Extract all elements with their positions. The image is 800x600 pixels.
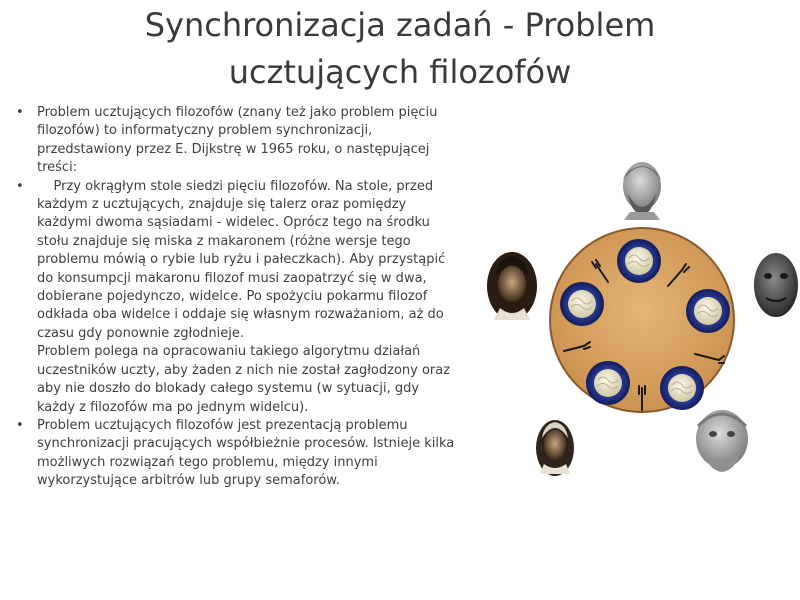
bullet-paragraph: Problem polega na opracowaniu takiego algorytmu działań uczestników uczty, aby żaden z nich nie został zagłodzony oraz aby nie doszło do blokady całego systemu (w sytuacji, gdy każdy z filozofów ma po jednym widelcu). (37, 344, 451, 415)
philosopher-mask-right (754, 253, 798, 317)
philosopher-bust-bottom-right (696, 410, 748, 472)
bullet-item (10, 178, 455, 417)
bullet-dot: • (16, 105, 24, 120)
plate (660, 366, 704, 410)
plate (686, 289, 730, 333)
bullet-item (10, 104, 455, 178)
title-line-2: ucztujących filozofów (228, 53, 572, 91)
dining-table-svg (482, 158, 800, 488)
dining-philosophers-illustration (482, 158, 800, 488)
bullet-paragraph: Problem ucztujących filozofów (znany też jako problem pięciu filozofów) to informatyczny problem synchronizacji, przedstawiony przez E. Dijkstrę w 1965 roku, o następującej treści: (37, 105, 438, 176)
plate (586, 361, 630, 405)
bullet-dot: • (16, 178, 24, 194)
bullet-dot: • (16, 417, 24, 433)
bullet-paragraph: Problem ucztujących filozofów jest prezentacją problemu synchronizacji pracujących współbieżnie procesów. Istnieje kilka możliwych rozwiązań tego problemu, między innymi wykorzystujące arbitrów lub grupy semaforów. (37, 417, 455, 489)
title-line-1: Synchronizacja zadań - Problem (144, 6, 656, 44)
plate (560, 282, 604, 326)
bullet-list (10, 104, 455, 491)
plate (617, 239, 661, 283)
page-title (40, 2, 760, 96)
philosopher-bust-top (623, 162, 661, 220)
bullet-paragraph: Przy okrągłym stole siedzi pięciu filozofów. Na stole, przed każdym z ucztujących, znajduje się talerz oraz pomiędzy każdymi dwoma sąsiadami - widelec. Oprócz tego na środku stołu znajduje się miska z makaronem (różne wersje tego problemu mówią o rybie lub ryżu i pałeczkach). Aby przystąpić do konsumpcji makaronu filozof musi zaopatrzyć się w dwa, dobierane pojedynczo, widelce. Po spożyciu pokarmu filozof odkłada oba widelce i oddaje się własnym rozważaniom, aż do czasu gdy ponownie zgłodnieje. (37, 178, 450, 341)
philosopher-portrait-bottom-left (536, 420, 574, 476)
philosopher-portrait-left (487, 252, 537, 320)
bullet-item (10, 417, 455, 491)
